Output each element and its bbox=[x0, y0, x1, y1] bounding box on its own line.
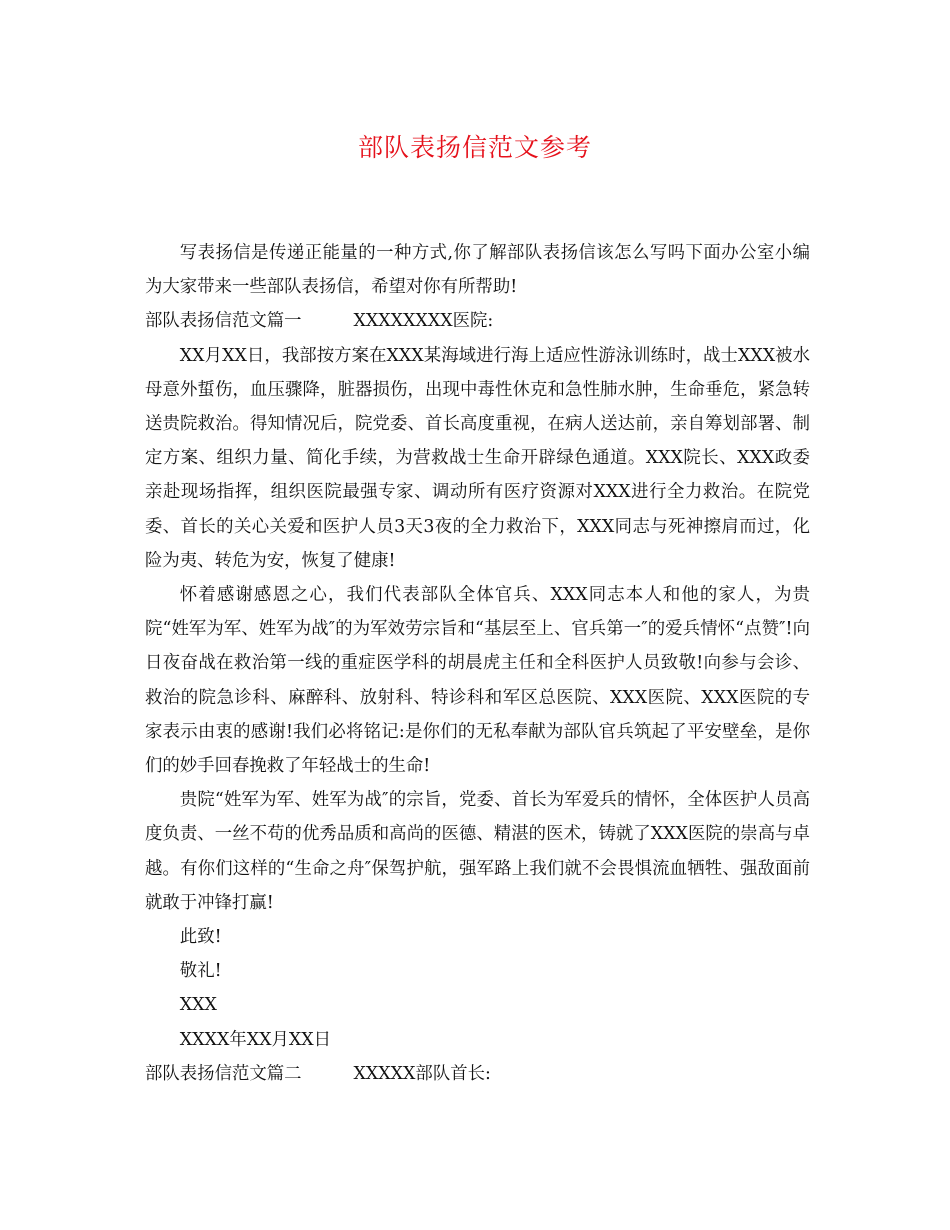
letter-date: XXXX年XX月XX日 bbox=[179, 1029, 332, 1050]
section1-recipient: XXXXXXXX医院: bbox=[353, 311, 494, 332]
document-title: 部队表扬信范文参考 bbox=[357, 133, 592, 162]
section1-paragraph-3: 贵院“姓军为军、姓军为战″的宗旨，党委、首长为军爱兵的情怀，全体医护人员高度负责、一丝不苟的优秀品质和高尚的医德、精湛的医术，铸就了XXX医院的崇高与卓越。有你们这样的“生命之舟″保驾护航，强军路上我们就不会畏惧流血牺牲、强敌面前就敢于冲锋打赢! bbox=[145, 790, 810, 913]
section1-heading: 部队表扬信范文篇一 bbox=[145, 311, 302, 332]
section1-paragraph-2: 怀着感谢感恩之心，我们代表部队全体官兵、XXX同志本人和他的家人，为贵院“姓军为军、姓军为战″的为军效劳宗旨和“基层至上、官兵第一″的爱兵情怀“点赞″!向日夜奋战在救治第一线的重症医学科的胡晨虎主任和全科医护人员致敬!向参与会诊、救治的院急诊科、麻醉科、放射科、特诊科和军区总医院、XXX医院、XXX医院的专家表示由衷的感谢!我们必将铭记:是你们的无私奉献为部队官兵筑起了平安壁垒，是你们的妙手回春挽救了年轻战士的生命! bbox=[145, 585, 810, 777]
section1-heading-line bbox=[145, 304, 810, 338]
section2-recipient: XXXXX部队首长: bbox=[353, 1063, 491, 1084]
closing-respect: 敬礼! bbox=[179, 961, 222, 982]
signature: XXX bbox=[179, 995, 217, 1016]
closing-salutation: 此致! bbox=[179, 927, 222, 948]
section2-heading-line bbox=[145, 1057, 810, 1091]
section2-heading: 部队表扬信范文篇二 bbox=[145, 1063, 302, 1084]
intro-paragraph: 写表扬信是传递正能量的一种方式,你了解部队表扬信该怎么写吗下面办公室小编为大家带来一些部队表扬信，希望对你有所帮助! bbox=[145, 243, 810, 298]
document-body bbox=[145, 236, 810, 1091]
section1-paragraph-1: XX月XX日，我部按方案在XXX某海域进行海上适应性游泳训练时，战士XXX被水母意外蜇伤，血压骤降，脏器损伤，出现中毒性休克和急性肺水肿，生命垂危，紧急转送贵院救治。得知情况后，院党委、首长高度重视，在病人送达前，亲自筹划部署、制定方案、组织力量、简化手续，为营救战士生命开辟绿色通道。XXX院长、XXX政委亲赴现场指挥，组织医院最强专家、调动所有医疗资源对XXX进行全力救治。在院党委、首长的关心关爱和医护人员3天3夜的全力救治下，XXX同志与死神擦肩而过，化险为夷、转危为安，恢复了健康! bbox=[145, 345, 810, 571]
